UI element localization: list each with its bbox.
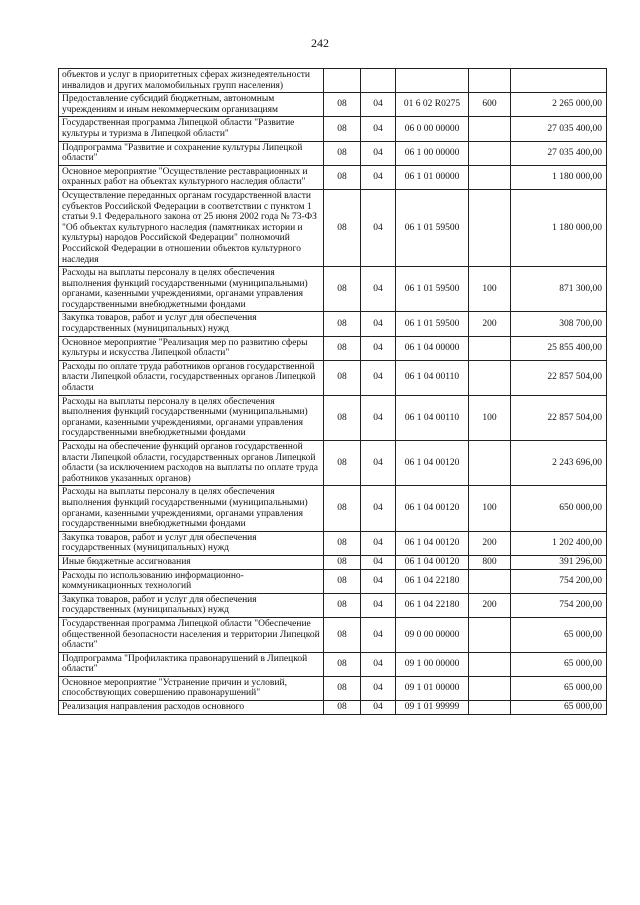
target-article-cell: 06 1 04 00120 <box>396 486 469 531</box>
table-row <box>59 701 607 715</box>
section-code-cell: 08 <box>324 141 361 165</box>
expense-type-cell <box>469 336 511 360</box>
amount-cell: 871 300,00 <box>511 267 607 312</box>
expense-name-cell: Государственная программа Липецкой области "Развитие культуры и туризма в Липецкой области" <box>59 117 324 141</box>
expense-name-cell: Расходы на выплаты персоналу в целях обеспечения выполнения функций государственными (муниципальными) органами, казенными учреждениями, органами управления государственными внебюджетными фондами <box>59 486 324 531</box>
expense-name-cell: Государственная программа Липецкой области "Обеспечение общественной безопасности населения и территории Липецкой области" <box>59 617 324 652</box>
target-article-cell: 09 0 00 00000 <box>396 617 469 652</box>
expense-name-cell: Закупка товаров, работ и услуг для обеспечения государственных (муниципальных) нужд <box>59 312 324 336</box>
subsection-code-cell: 04 <box>361 531 396 555</box>
subsection-code-cell: 04 <box>361 395 396 440</box>
target-article-cell: 06 0 00 00000 <box>396 117 469 141</box>
amount-cell: 2 265 000,00 <box>511 93 607 117</box>
table-row <box>59 267 607 312</box>
section-code-cell: 08 <box>324 486 361 531</box>
expense-type-cell <box>469 676 511 700</box>
table-row <box>59 569 607 593</box>
amount-cell: 308 700,00 <box>511 312 607 336</box>
expense-name-cell: объектов и услуг в приоритетных сферах жизнедеятельности инвалидов и других маломобильных групп населения) <box>59 69 324 93</box>
expense-type-cell <box>469 69 511 93</box>
table-row <box>59 189 607 266</box>
table-row <box>59 652 607 676</box>
expense-name-cell: Основное мероприятие "Осуществление реставрационных и охранных работ на объектах культурного наследия области" <box>59 165 324 189</box>
table-row <box>59 165 607 189</box>
page-number: 242 <box>311 36 329 50</box>
expense-type-cell: 800 <box>469 555 511 569</box>
amount-cell: 754 200,00 <box>511 593 607 617</box>
subsection-code-cell: 04 <box>361 189 396 266</box>
section-code-cell: 08 <box>324 312 361 336</box>
subsection-code-cell: 04 <box>361 617 396 652</box>
target-article-cell: 06 1 04 00110 <box>396 360 469 395</box>
expense-name-cell: Основное мероприятие "Устранение причин и условий, способствующих совершению правонарушений" <box>59 676 324 700</box>
target-article-cell <box>396 69 469 93</box>
table-row <box>59 531 607 555</box>
amount-cell: 391 296,00 <box>511 555 607 569</box>
table-row <box>59 117 607 141</box>
section-code-cell: 08 <box>324 165 361 189</box>
expense-name-cell: Расходы на выплаты персоналу в целях обеспечения выполнения функций государственными (муниципальными) органами, казенными учреждениями, органами управления государственными внебюджетными фондами <box>59 395 324 440</box>
section-code-cell: 08 <box>324 593 361 617</box>
expense-type-cell <box>469 701 511 715</box>
table-row <box>59 593 607 617</box>
section-code-cell: 08 <box>324 117 361 141</box>
target-article-cell: 06 1 04 00120 <box>396 441 469 486</box>
expense-name-cell: Расходы по использованию информационно-коммуникационных технологий <box>59 569 324 593</box>
section-code-cell: 08 <box>324 441 361 486</box>
table-row <box>59 676 607 700</box>
target-article-cell: 09 1 01 99999 <box>396 701 469 715</box>
section-code-cell: 08 <box>324 617 361 652</box>
subsection-code-cell: 04 <box>361 486 396 531</box>
expense-name-cell: Предоставление субсидий бюджетным, автономным учреждениям и иным некоммерческим организациям <box>59 93 324 117</box>
table-row <box>59 312 607 336</box>
amount-cell: 754 200,00 <box>511 569 607 593</box>
expense-type-cell <box>469 569 511 593</box>
amount-cell: 27 035 400,00 <box>511 141 607 165</box>
subsection-code-cell: 04 <box>361 165 396 189</box>
expense-type-cell: 100 <box>469 267 511 312</box>
expense-name-cell: Расходы на обеспечение функций органов государственной власти Липецкой области, государственных органов Липецкой области (за исключением расходов на выплаты по оплате труда работников указанных органов) <box>59 441 324 486</box>
subsection-code-cell: 04 <box>361 312 396 336</box>
subsection-code-cell: 04 <box>361 141 396 165</box>
expense-type-cell <box>469 617 511 652</box>
subsection-code-cell: 04 <box>361 117 396 141</box>
target-article-cell: 06 1 01 59500 <box>396 189 469 266</box>
section-code-cell: 08 <box>324 189 361 266</box>
subsection-code-cell: 04 <box>361 93 396 117</box>
expense-type-cell <box>469 141 511 165</box>
expense-name-cell: Основное мероприятие "Реализация мер по развитию сферы культуры и искусства Липецкой области" <box>59 336 324 360</box>
target-article-cell: 06 1 00 00000 <box>396 141 469 165</box>
target-article-cell: 01 6 02 R0275 <box>396 93 469 117</box>
table-row <box>59 617 607 652</box>
section-code-cell: 08 <box>324 531 361 555</box>
subsection-code-cell: 04 <box>361 555 396 569</box>
expense-type-cell: 200 <box>469 593 511 617</box>
table-row <box>59 555 607 569</box>
amount-cell: 650 000,00 <box>511 486 607 531</box>
expense-type-cell <box>469 441 511 486</box>
expense-name-cell: Подпрограмма "Развитие и сохранение культуры Липецкой области" <box>59 141 324 165</box>
section-code-cell <box>324 69 361 93</box>
subsection-code-cell: 04 <box>361 441 396 486</box>
subsection-code-cell: 04 <box>361 652 396 676</box>
expense-type-cell: 600 <box>469 93 511 117</box>
amount-cell: 65 000,00 <box>511 617 607 652</box>
table-row <box>59 93 607 117</box>
expense-type-cell: 200 <box>469 312 511 336</box>
target-article-cell: 06 1 04 00120 <box>396 555 469 569</box>
expense-name-cell: Подпрограмма "Профилактика правонарушений в Липецкой области" <box>59 652 324 676</box>
target-article-cell: 06 1 04 22180 <box>396 593 469 617</box>
section-code-cell: 08 <box>324 267 361 312</box>
amount-cell <box>511 69 607 93</box>
target-article-cell: 06 1 04 00000 <box>396 336 469 360</box>
amount-cell: 1 180 000,00 <box>511 189 607 266</box>
subsection-code-cell: 04 <box>361 569 396 593</box>
section-code-cell: 08 <box>324 555 361 569</box>
expense-type-cell <box>469 189 511 266</box>
section-code-cell: 08 <box>324 569 361 593</box>
table-row <box>59 69 607 93</box>
expense-type-cell <box>469 117 511 141</box>
amount-cell: 22 857 504,00 <box>511 360 607 395</box>
budget-table <box>58 68 607 715</box>
target-article-cell: 09 1 01 00000 <box>396 676 469 700</box>
table-row <box>59 486 607 531</box>
subsection-code-cell: 04 <box>361 360 396 395</box>
expense-type-cell <box>469 652 511 676</box>
subsection-code-cell: 04 <box>361 267 396 312</box>
expense-type-cell <box>469 360 511 395</box>
amount-cell: 25 855 400,00 <box>511 336 607 360</box>
target-article-cell: 09 1 00 00000 <box>396 652 469 676</box>
amount-cell: 65 000,00 <box>511 701 607 715</box>
expense-type-cell <box>469 165 511 189</box>
expense-type-cell: 200 <box>469 531 511 555</box>
target-article-cell: 06 1 01 59500 <box>396 312 469 336</box>
expense-name-cell: Закупка товаров, работ и услуг для обеспечения государственных (муниципальных) нужд <box>59 531 324 555</box>
table-row <box>59 441 607 486</box>
expense-name-cell: Иные бюджетные ассигнования <box>59 555 324 569</box>
table-row <box>59 360 607 395</box>
expense-type-cell: 100 <box>469 395 511 440</box>
expense-name-cell: Расходы на выплаты персоналу в целях обеспечения выполнения функций государственными (муниципальными) органами, казенными учреждениями, органами управления государственными внебюджетными фондами <box>59 267 324 312</box>
section-code-cell: 08 <box>324 701 361 715</box>
expense-name-cell: Реализация направления расходов основного <box>59 701 324 715</box>
section-code-cell: 08 <box>324 93 361 117</box>
section-code-cell: 08 <box>324 360 361 395</box>
target-article-cell: 06 1 04 00110 <box>396 395 469 440</box>
amount-cell: 27 035 400,00 <box>511 117 607 141</box>
subsection-code-cell: 04 <box>361 701 396 715</box>
expense-name-cell: Расходы по оплате труда работников органов государственной власти Липецкой области, государственных органов Липецкой области <box>59 360 324 395</box>
expense-type-cell: 100 <box>469 486 511 531</box>
amount-cell: 22 857 504,00 <box>511 395 607 440</box>
section-code-cell: 08 <box>324 336 361 360</box>
amount-cell: 2 243 696,00 <box>511 441 607 486</box>
amount-cell: 1 180 000,00 <box>511 165 607 189</box>
expense-name-cell: Закупка товаров, работ и услуг для обеспечения государственных (муниципальных) нужд <box>59 593 324 617</box>
table-row <box>59 395 607 440</box>
subsection-code-cell: 04 <box>361 593 396 617</box>
subsection-code-cell: 04 <box>361 676 396 700</box>
target-article-cell: 06 1 04 22180 <box>396 569 469 593</box>
amount-cell: 65 000,00 <box>511 652 607 676</box>
target-article-cell: 06 1 04 00120 <box>396 531 469 555</box>
subsection-code-cell <box>361 69 396 93</box>
section-code-cell: 08 <box>324 395 361 440</box>
expense-name-cell: Осуществление переданных органам государственной власти субъектов Российской Федерации в соответствии с пунктом 1 статьи 9.1 Федерального закона от 25 июня 2002 года № 73-ФЗ "Об объектах культурного наследия (памятниках истории и культуры) народов Российской Федерации" полномочий Российской Федерации в отношении объектов культурного наследия <box>59 189 324 266</box>
amount-cell: 65 000,00 <box>511 676 607 700</box>
target-article-cell: 06 1 01 00000 <box>396 165 469 189</box>
table-row <box>59 141 607 165</box>
target-article-cell: 06 1 01 59500 <box>396 267 469 312</box>
amount-cell: 1 202 400,00 <box>511 531 607 555</box>
table-row <box>59 336 607 360</box>
section-code-cell: 08 <box>324 652 361 676</box>
section-code-cell: 08 <box>324 676 361 700</box>
subsection-code-cell: 04 <box>361 336 396 360</box>
